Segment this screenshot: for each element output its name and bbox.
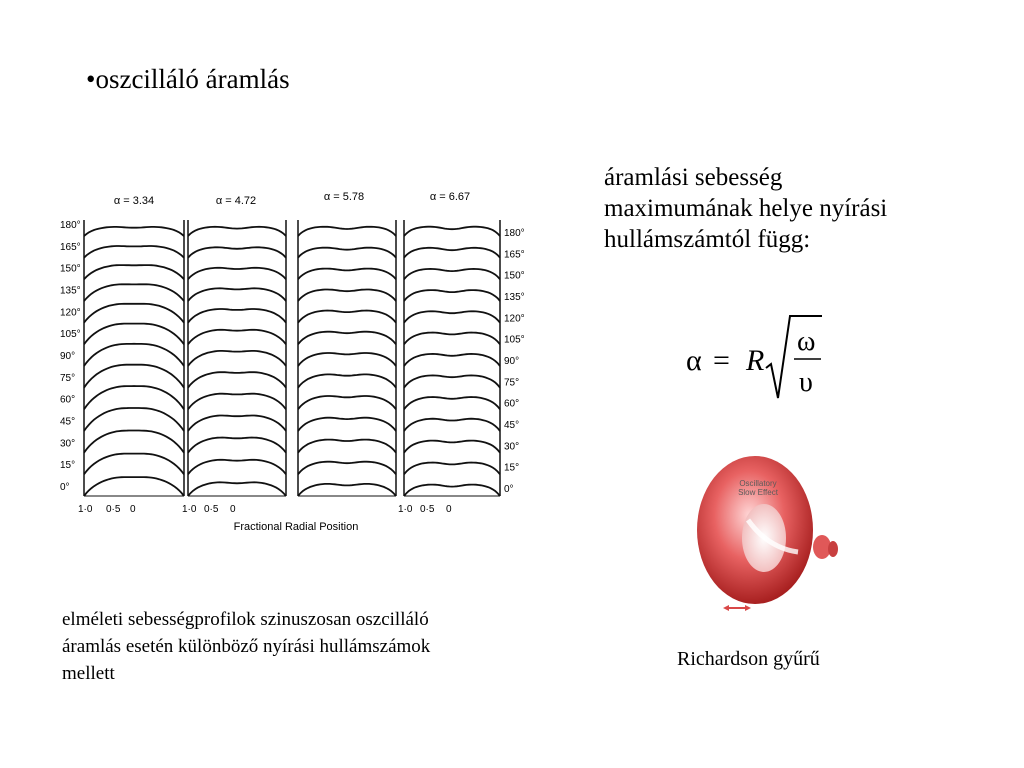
- profile-curve: [298, 248, 396, 258]
- arrow-head-right: [745, 605, 751, 611]
- panel-alpha-label: α = 5.78: [323, 191, 365, 203]
- phase-label-left: 180°: [60, 220, 81, 231]
- profile-curve: [298, 311, 396, 323]
- phase-label-left: 0°: [60, 482, 70, 493]
- left-phase-labels: [60, 220, 81, 493]
- profile-curve: [404, 375, 500, 387]
- profile-curve: [404, 463, 500, 475]
- ring-label: Slow Effect: [738, 488, 778, 497]
- formula-omega: ω: [797, 326, 816, 357]
- profile-curve: [188, 309, 286, 323]
- phase-label-right: 135°: [504, 292, 525, 303]
- profile-curve: [84, 324, 184, 345]
- profile-curve: [84, 284, 184, 301]
- ring-caption: Richardson gyűrű: [677, 648, 820, 670]
- description-line: maximumának helye nyírási: [604, 195, 888, 222]
- caption-line: elméleti sebességprofilok szinuszosan oszcilláló: [62, 609, 429, 630]
- figure-caption: [62, 606, 582, 687]
- profile-curve: [84, 454, 184, 475]
- profile-curve: [188, 288, 286, 301]
- phase-label-right: 15°: [504, 462, 520, 474]
- description-line: hullámszámtól függ:: [604, 226, 811, 253]
- profile-curve: [298, 227, 396, 236]
- profile-curve: [188, 268, 286, 280]
- phase-label-left: 90°: [60, 351, 76, 362]
- profile-curve: [188, 394, 286, 410]
- description-text: [604, 162, 1004, 255]
- phase-label-left: 150°: [60, 263, 81, 275]
- profile-curve: [298, 332, 396, 345]
- profile-curve: [298, 484, 396, 496]
- profile-curve: [298, 440, 396, 453]
- profile-curve: [84, 477, 184, 496]
- profile-curve: [404, 227, 500, 236]
- profile-curve: [84, 344, 184, 366]
- profile-curves: [84, 227, 500, 496]
- phase-label-right: 45°: [504, 420, 520, 431]
- profile-curve: [84, 304, 184, 323]
- panel-alpha-label: α = 3.34: [113, 195, 155, 207]
- phase-label-left: 105°: [60, 329, 81, 341]
- small-ring: [828, 541, 838, 557]
- profile-curve: [188, 247, 286, 257]
- formula-r: R: [746, 344, 765, 377]
- profile-curve: [84, 386, 184, 409]
- profile-curve: [188, 372, 286, 388]
- profile-curve: [298, 353, 396, 366]
- x-tick-label: 0·5: [106, 504, 121, 515]
- panel-alpha-label: α = 6.67: [429, 191, 471, 203]
- caption-line: mellett: [62, 663, 115, 684]
- profile-curve: [84, 365, 184, 388]
- phase-label-right: 0°: [504, 484, 514, 495]
- phase-label-left: 15°: [60, 460, 76, 472]
- x-tick-label: 0: [230, 504, 236, 515]
- phase-label-right: 180°: [504, 228, 525, 239]
- velocity-profiles-figure: [48, 180, 548, 540]
- profile-curve: [298, 418, 396, 431]
- right-phase-labels: [504, 228, 525, 495]
- formula-upsilon: υ: [799, 367, 813, 398]
- profile-curve: [84, 227, 184, 236]
- phase-label-right: 90°: [504, 356, 520, 367]
- richardson-ring-image: [690, 448, 870, 618]
- profile-curve: [188, 416, 286, 432]
- phase-label-right: 165°: [504, 249, 525, 261]
- x-tick-label: 0: [130, 504, 136, 515]
- phase-label-left: 60°: [60, 394, 76, 406]
- phase-label-left: 45°: [60, 416, 76, 428]
- profile-curve: [298, 396, 396, 409]
- profile-curve: [404, 419, 500, 431]
- phase-label-right: 120°: [504, 313, 525, 325]
- profile-curve: [188, 460, 286, 475]
- x-tick-label: 0: [446, 504, 452, 515]
- formula-alpha: α: [686, 344, 702, 377]
- profile-curve: [298, 269, 396, 280]
- phase-label-right: 30°: [504, 441, 520, 453]
- phase-label-right: 105°: [504, 334, 525, 346]
- profile-curve: [84, 246, 184, 258]
- profile-curve: [188, 227, 286, 236]
- profile-curve: [188, 482, 286, 496]
- arrow-head-left: [723, 605, 729, 611]
- phase-label-left: 165°: [60, 241, 81, 253]
- profile-curve: [404, 248, 500, 258]
- profile-curve: [298, 462, 396, 475]
- profile-curve: [404, 311, 500, 322]
- x-axis-label: Fractional Radial Position: [233, 521, 359, 533]
- profile-curve: [188, 351, 286, 366]
- x-tick-label: 1·0: [398, 504, 413, 515]
- womersley-formula: [686, 312, 836, 402]
- profile-curve: [188, 438, 286, 453]
- x-tick-labels: [78, 504, 452, 515]
- x-tick-label: 0·5: [204, 504, 219, 515]
- profile-curve: [404, 290, 500, 301]
- profile-curve: [404, 354, 500, 366]
- phase-label-left: 30°: [60, 438, 76, 450]
- panel-alpha-label: α = 4.72: [215, 195, 257, 207]
- description-line: áramlási sebesség: [604, 164, 783, 191]
- profile-curve: [298, 374, 396, 387]
- x-tick-label: 1·0: [182, 504, 197, 515]
- profile-curve: [404, 269, 500, 279]
- x-tick-label: 1·0: [78, 504, 93, 515]
- profile-curve: [404, 441, 500, 453]
- phase-label-right: 150°: [504, 270, 525, 282]
- slide-bullet-title: •oszcilláló áramlás: [86, 64, 290, 94]
- phase-label-left: 135°: [60, 285, 81, 297]
- caption-line: áramlás esetén különböző nyírási hullámszámok: [62, 636, 431, 657]
- profile-curve: [84, 408, 184, 431]
- profile-curve: [298, 290, 396, 302]
- formula-equals: =: [713, 344, 730, 377]
- phase-label-right: 60°: [504, 398, 520, 410]
- phase-label-left: 75°: [60, 372, 76, 384]
- x-tick-label: 0·5: [420, 504, 435, 515]
- phase-label-left: 120°: [60, 307, 81, 319]
- phase-label-right: 75°: [504, 377, 520, 389]
- profile-curve: [84, 265, 184, 279]
- profile-curve: [404, 333, 500, 345]
- profile-curve: [404, 485, 500, 496]
- profile-curve: [188, 330, 286, 345]
- profile-curve: [84, 431, 184, 453]
- ring-label: Oscillatory: [739, 479, 777, 488]
- profile-curve: [404, 397, 500, 409]
